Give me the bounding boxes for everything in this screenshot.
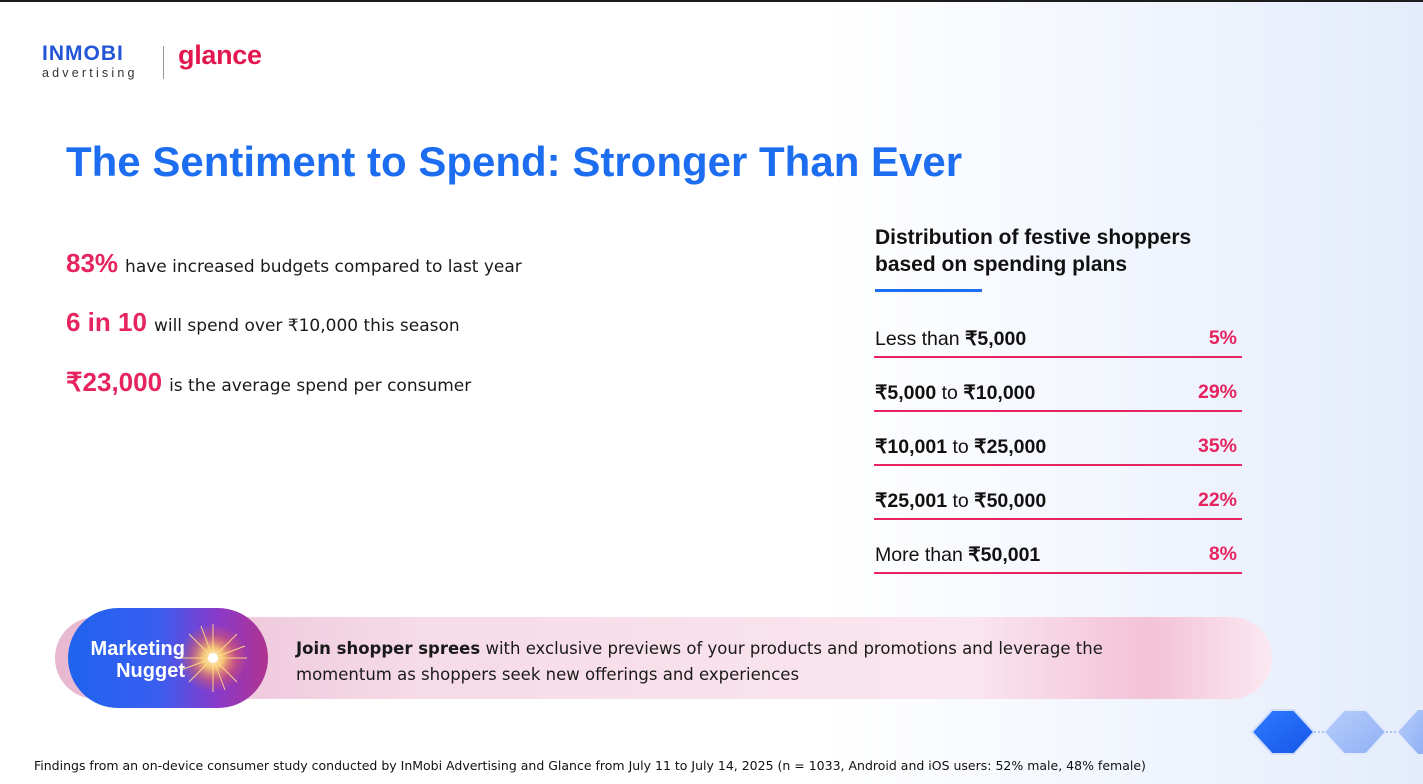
stat-text: will spend over ₹10,000 this season — [153, 316, 460, 336]
decorative-diamonds — [1248, 702, 1423, 762]
stat-item — [66, 307, 460, 338]
stat-text: is the average spend per consumer — [169, 376, 472, 396]
distribution-row — [874, 316, 1242, 358]
stat-value: 6 in 10 — [66, 307, 147, 337]
distribution-range: Less than ₹5,000 — [875, 328, 1027, 350]
distribution-row — [874, 370, 1242, 412]
distribution-row — [874, 478, 1242, 520]
inmobi-logo-subtext: advertising — [42, 66, 138, 80]
marketing-nugget-badge — [68, 608, 268, 708]
distribution-percent: 5% — [1208, 327, 1237, 349]
sparkler-icon — [173, 618, 253, 698]
top-border — [0, 0, 1423, 2]
stat-item — [66, 248, 522, 279]
distribution-range: More than ₹50,001 — [875, 544, 1041, 566]
marketing-nugget-label: Marketing Nugget — [90, 638, 185, 682]
footnote: Findings from an on-device consumer study conducted by InMobi Advertising and Glance from July 11 to July 14, 2025 (n = 1033, Android and iOS users: 52% male, 48% female) — [34, 758, 1146, 773]
distribution-range: ₹25,001 to ₹50,000 — [875, 490, 1047, 512]
distribution-percent: 22% — [1197, 489, 1237, 511]
stat-item — [66, 367, 471, 398]
distribution-title-underline — [875, 289, 982, 292]
inmobi-logo-wordmark: INMOBI — [42, 42, 124, 65]
distribution-percent: 29% — [1197, 381, 1237, 403]
distribution-title: Distribution of festive shoppers based on spending plans — [875, 226, 1192, 276]
distribution-row — [874, 532, 1242, 574]
inmobi-advertising-logo — [42, 44, 138, 81]
glance-logo: glance — [178, 40, 262, 70]
stat-value: ₹23,000 — [66, 367, 163, 397]
logo-divider — [163, 46, 164, 79]
distribution-row — [874, 424, 1242, 466]
distribution-range: ₹5,000 to ₹10,000 — [875, 382, 1036, 404]
stat-value: 83% — [66, 248, 119, 278]
stat-text: have increased budgets compared to last year — [125, 257, 522, 277]
distribution-range: ₹10,001 to ₹25,000 — [875, 436, 1047, 458]
marketing-nugget-text: Join shopper sprees with exclusive previews of your products and promotions and leverage the momentum as shoppers seek new offerings and experiences — [296, 639, 1103, 684]
page-title: The Sentiment to Spend: Stronger Than Ever — [66, 138, 963, 185]
distribution-percent: 35% — [1197, 435, 1237, 457]
distribution-percent: 8% — [1208, 543, 1237, 565]
